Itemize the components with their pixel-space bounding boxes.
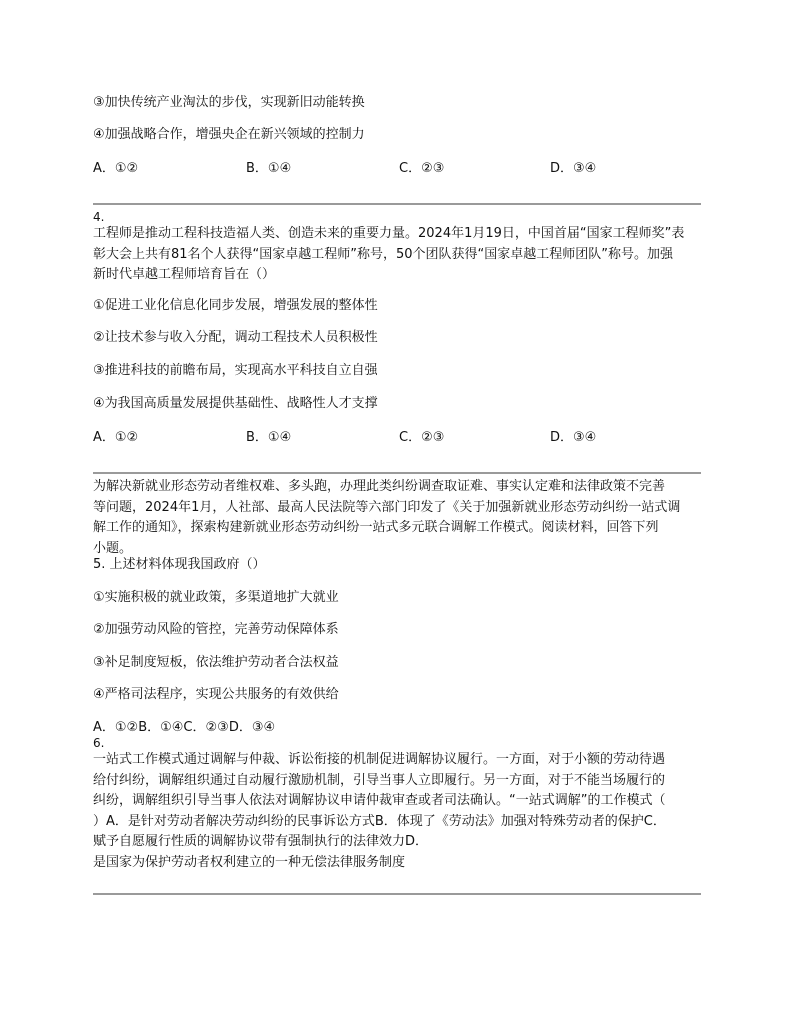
- q3-option-c[interactable]: C．②③: [399, 161, 445, 176]
- divider: [93, 893, 701, 895]
- q3-option-a[interactable]: A．①②: [93, 161, 139, 176]
- q3-option-b[interactable]: B．①④: [246, 161, 292, 176]
- q6-line: 赋予自愿履行性质的调解协议带有强制执行的法律效力D．: [93, 834, 429, 849]
- q6-line: 一站式工作模式通过调解与仲裁、诉讼衔接的机制促进调解协议履行。一方面，对于小额的劳动待遇: [93, 752, 666, 767]
- q6-line: 给付纠纷，调解组织通过自动履行激励机制，引导当事人立即履行。另一方面，对于不能当场履行的: [93, 772, 666, 788]
- q6-line: 是国家为保护劳动者权利建立的一种无偿法律服务制度: [93, 854, 406, 870]
- q4-option-a[interactable]: A．①②: [93, 430, 139, 445]
- q5-statement-2: ②加强劳动风险的管控，完善劳动保障体系: [93, 622, 339, 637]
- q4-statement-1: ①促进工业化信息化同步发展，增强发展的整体性: [93, 298, 378, 313]
- q4-statement-4: ④为我国高质量发展提供基础性、战略性人才支撑: [93, 396, 378, 411]
- q3-statement-4: ④加强战略合作，增强央企在新兴领域的控制力: [93, 127, 365, 142]
- q4-stem-line: 新时代卓越工程师培育旨在（）: [93, 267, 276, 282]
- q6-line: 纠纷，调解组织引导当事人依法对调解协议申请仲裁审查或者司法确认。“一站式调解”的工作模式（: [93, 793, 666, 808]
- q5-statement-1: ①实施积极的就业政策，多渠道地扩大就业: [93, 590, 339, 605]
- q4-option-b[interactable]: B．①④: [246, 430, 292, 445]
- q5-statement-4: ④严格司法程序，实现公共服务的有效供给: [93, 687, 339, 702]
- material-line: 等问题，2024年1月，人社部、最高人民法院等六部门印发了《关于加强新就业形态劳动纠纷一站式调: [93, 499, 681, 515]
- q5-statement-3: ③补足制度短板，依法维护劳动者合法权益: [93, 655, 339, 670]
- q4-statement-2: ②让技术参与收入分配，调动工程技术人员积极性: [93, 330, 378, 345]
- divider: [93, 203, 701, 205]
- q6-text: [93, 750, 701, 873]
- q5-options[interactable]: A．①②B．①④C．②③D．③④: [93, 720, 276, 735]
- q3-option-d[interactable]: D．③④: [550, 161, 597, 176]
- material-line: 小题。: [93, 540, 133, 556]
- q5-stem: 5. 上述材料体现我国政府（）: [93, 557, 266, 572]
- q6-line: ）A．是针对劳动者解决劳动纠纷的民事诉讼方式B．体现了《劳动法》加强对特殊劳动者的保护C．: [93, 813, 666, 829]
- q3-statement-3: ③加快传统产业淘汰的步伐，实现新旧动能转换: [93, 95, 365, 110]
- q4-stem: [93, 224, 701, 286]
- q4-option-d[interactable]: D．③④: [550, 430, 597, 445]
- material-line: 解工作的通知》，探索构建新就业形态劳动纠纷一站式多元联合调解工作模式。阅读材料，回答下列: [93, 520, 659, 535]
- material-line: 为解决新就业形态劳动者维权难、多头跑，办理此类纠纷调查取证难、事实认定难和法律政策不完善: [93, 479, 666, 494]
- q6-number: 6.: [93, 736, 105, 750]
- q4-statement-3: ③推进科技的前瞻布局，实现高水平科技自立自强: [93, 363, 378, 378]
- q4-number: 4.: [93, 210, 105, 224]
- divider: [93, 472, 701, 474]
- q4-stem-line: 工程师是推动工程科技造福人类、创造未来的重要力量。2024年1月19日，中国首届“国家工程师奖”表: [93, 226, 685, 241]
- material-text: [93, 477, 701, 559]
- q4-stem-line: 彰大会上共有81名个人获得“国家卓越工程师”称号，50个团队获得“国家卓越工程师团队”称号。加强: [93, 246, 674, 262]
- q4-option-c[interactable]: C．②③: [399, 430, 445, 445]
